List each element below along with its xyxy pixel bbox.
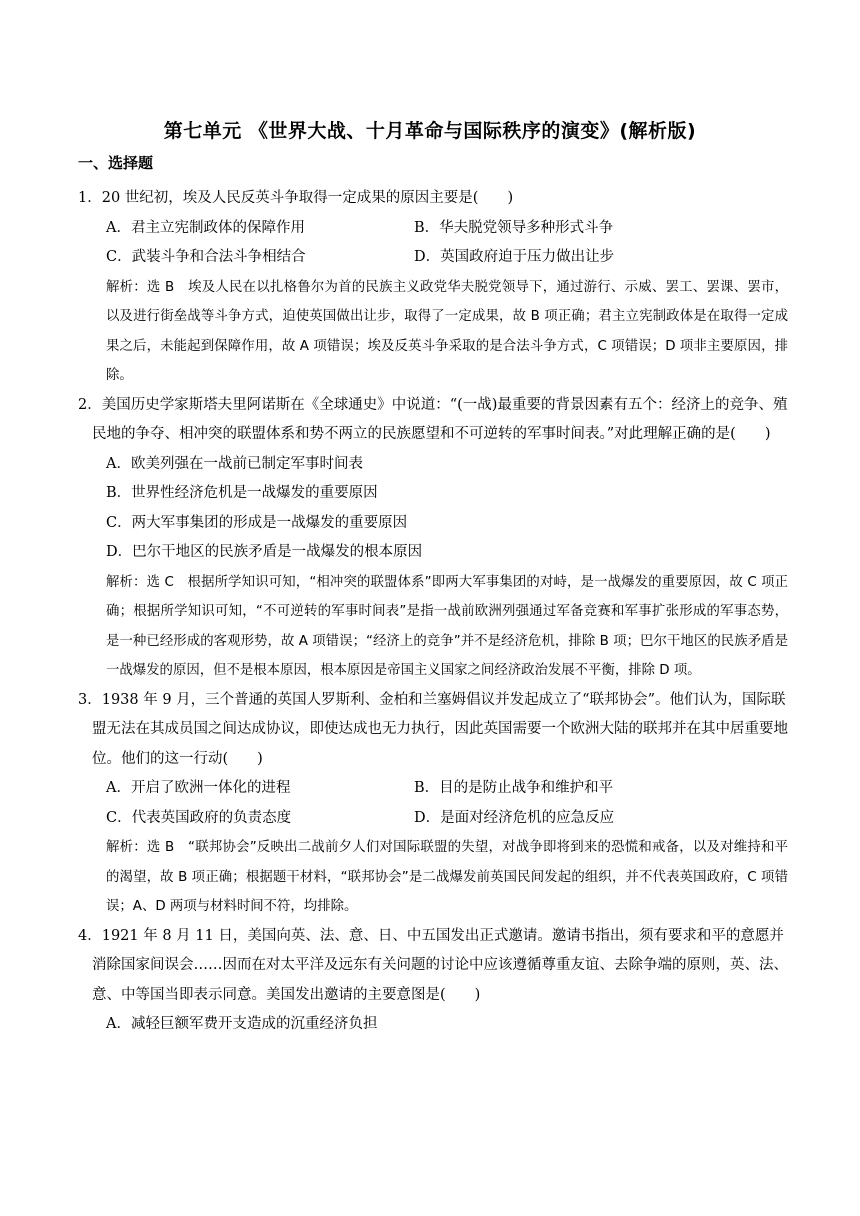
option-row [78,243,788,273]
question-stem: 2．美国历史学家斯塔夫里阿诺斯在《全球通史》中说道：“(一战)最重要的背景因素有五个：经济上的竞争、殖民地的争夺、相冲突的联盟体系和势不两立的民族愿望和不可逆转的军事时间表。”对此理解正确的是( ) [78,396,788,442]
option-row [78,804,788,834]
option-b: B．目的是防止战争和维护和平 [414,780,614,796]
question-1 [78,184,788,391]
question-list [78,184,788,1040]
question-stem: 4．1921 年 8 月 11 日，美国向英、法、意、日、中五国发出正式邀请。邀请书指出，须有要求和平的意愿并消除国家间误会……因而在对太平洋及远东有关问题的讨论中应该遵循尊重友谊、去除争端的原则，英、法、意、中等国当即表示同意。美国发出邀请的主要意图是( ) [78,927,788,1003]
question-2 [78,391,788,686]
option-d: D．英国政府迫于压力做出让步 [414,249,615,265]
option-a: A．君主立宪制政体的保障作用 [106,219,305,236]
analysis-text: 解析：选 B 埃及人民在以扎格鲁尔为首的民族主义政党华夫脱党领导下，通过游行、示威、罢工、罢课、罢市，以及进行街垒战等斗争方式，迫使英国做出让步，取得了一定成果，故 B 项正确；君主立宪制政体是在取得一定成果之后，未能起到保障作用，故 A 项错误；埃及反英斗争采取的是合法斗争方式，C 项错误；D 项非主要原因，排除。 [106,279,788,383]
option-a: A．开启了欧洲一体化的进程 [106,780,291,796]
option-b: B．世界性经济危机是一战爆发的重要原因 [106,485,378,501]
question-stem: 3．1938 年 9 月，三个普通的英国人罗斯利、金柏和兰塞姆倡议并发起成立了“联邦协会”。他们认为，国际联盟无法在其成员国之间达成协议，即使达成也无力执行，因此英国需要一个欧洲大陆的联邦并在其中居重要地位。他们的这一行动( ) [78,691,788,767]
option-row [78,774,788,804]
option-d: D．巴尔干地区的民族矛盾是一战爆发的根本原因 [106,544,423,560]
option-a: A．欧美列强在一战前已制定军事时间表 [106,455,363,472]
question-3 [78,686,788,922]
analysis-text: 解析：选 C 根据所学知识可知，“相冲突的联盟体系”即两大军事集团的对峙，是一战爆发的重要原因，故 C 项正确；根据所学知识可知，“不可逆转的军事时间表”是指一战前欧洲列强通过军备竞赛和军事扩张形成的军事态势，是一种已经形成的客观形势，故 A 项错误；“经济上的竞争”并不是经济危机，排除 B 项；巴尔干地区的民族矛盾是一战爆发的原因，但不是根本原因，根本原因是帝国主义国家之间经济政治发展不平衡，排除 D 项。 [106,574,788,678]
option-d: D．是面对经济危机的应急反应 [414,809,615,826]
option-b: B．华夫脱党领导多种形式斗争 [414,219,614,236]
option-row [78,214,788,244]
option-c: C．两大军事集团的形成是一战爆发的重要原因 [106,514,408,531]
question-4 [78,922,788,1040]
page-title: 第七单元 《世界大战、十月革命与国际秩序的演变》(解析版) [163,120,697,142]
option-a: A．减轻巨额军费开支造成的沉重经济负担 [106,1016,378,1032]
option-c: C．代表英国政府的负责态度 [106,809,292,826]
section-heading: 一、选择题 [78,154,154,172]
analysis-text: 解析：选 B “联邦协会”反映出二战前夕人们对国际联盟的失望，对战争即将到来的恐慌和戒备，以及对维持和平的渴望，故 B 项正确；根据题干材料，“联邦协会”是二战爆发前英国民间发起的组织，并不代表英国政府，C 项错误；A、D 两项与材料时间不符，均排除。 [106,840,788,914]
question-stem: 1．20 世纪初，埃及人民反英斗争取得一定成果的原因主要是( ) [78,190,514,206]
option-c: C．武装斗争和合法斗争相结合 [106,249,306,265]
